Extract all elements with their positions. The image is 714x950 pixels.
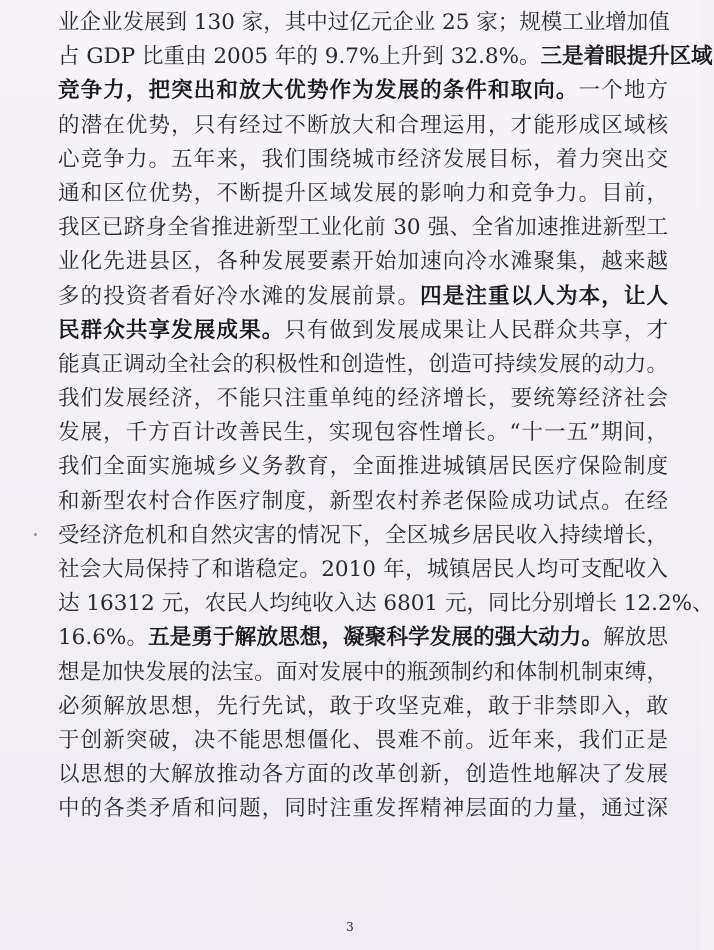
body-text-segment: 我们全面实施城乡义务教育，全面推进城镇居民医疗保险制度 — [58, 454, 668, 480]
text-line — [58, 314, 668, 348]
text-line — [58, 416, 668, 450]
body-text-segment: 以思想的大解放推动各方面的改革创新，创造性地解决了发展 — [58, 762, 668, 788]
text-line — [58, 519, 668, 553]
body-text-segment: 多的投资者看好冷水滩的发展前景。 — [58, 283, 421, 309]
text-line — [58, 143, 668, 177]
body-text-segment: 业企业发展到 130 家，其中过亿元企业 25 家；规模工业增加值 — [58, 10, 670, 35]
bold-heading-text: 民群众共享发展成果。 — [58, 317, 285, 343]
text-line — [58, 656, 668, 690]
body-text-segment: 于创新突破，决不能思想僵化、畏难不前。近年来，我们正是 — [58, 727, 668, 753]
body-text-segment: 社会大局保持了和谐稳定。2010 年，城镇居民人均可支配收入 — [58, 557, 668, 582]
body-text-segment: 和新型农村合作医疗制度，新型农村养老保险成功试点。在经 — [58, 488, 668, 514]
text-line — [58, 348, 668, 382]
text-line — [58, 211, 668, 245]
text-line — [58, 245, 668, 279]
body-text-segment: 发展，千方百计改善民生，实现包容性增长。“十一五”期间， — [58, 420, 668, 446]
body-text-segment: 占 GDP 比重由 2005 年的 9.7%上升到 32.8%。 — [58, 44, 541, 70]
text-line — [58, 553, 668, 587]
bold-heading-text: 五是勇于解放思想，凝聚科学发展的强大动力。 — [148, 625, 604, 651]
body-text-segment: 解放思 — [603, 625, 668, 651]
bold-heading-text: 四是注重以人为本，让人 — [420, 283, 668, 309]
body-text — [58, 6, 714, 827]
bold-heading-text: 竞争力，把突出和放大优势作为发展的条件和取向。 — [58, 78, 579, 104]
text-line — [58, 177, 668, 211]
body-text-segment: 中的各类矛盾和问题，同时注重发挥精神层面的力量，通过深 — [58, 796, 668, 822]
text-line — [58, 280, 668, 314]
body-text-segment: 的潜在优势，只有经过不断放大和合理运用，才能形成区域核 — [58, 112, 668, 138]
body-text-segment: 必须解放思想，先行先试，敢于攻坚克难，敢于非禁即入，敢 — [58, 693, 668, 719]
body-text-segment: 达 16312 元，农民人均纯收入达 6801 元，同比分别增长 12.2%、 — [58, 591, 714, 617]
body-text-segment: 能真正调动全社会的积极性和创造性，创造可持续发展的动力。 — [58, 351, 668, 377]
bold-heading-text: 三是着眼提升区域 — [540, 44, 713, 70]
text-line — [58, 450, 668, 484]
text-line — [58, 724, 668, 758]
body-text-segment: 业化先进县区，各种发展要素开始加速向冷水滩聚集，越来越 — [58, 249, 668, 275]
body-text-segment: 只有做到发展成果让人民群众共享，才 — [284, 317, 668, 343]
text-line — [58, 690, 668, 724]
body-text-segment: 想是加快发展的法宝。面对发展中的瓶颈制约和体制机制束缚， — [58, 659, 668, 685]
text-line — [58, 792, 668, 826]
page-number: 3 — [346, 920, 354, 934]
text-line — [58, 382, 668, 416]
text-line — [58, 6, 668, 40]
body-text-segment: 一个地方 — [578, 78, 668, 104]
body-text-segment: 受经济危机和自然灾害的情况下，全区城乡居民收入持续增长， — [58, 522, 668, 548]
text-line — [58, 485, 668, 519]
body-text-segment: 我们发展经济，不能只注重单纯的经济增长，要统筹经济社会 — [58, 386, 668, 412]
text-line — [58, 109, 668, 143]
text-line — [58, 40, 713, 74]
text-line — [58, 621, 668, 655]
body-text-segment: 通和区位优势，不断提升区域发展的影响力和竞争力。目前， — [58, 180, 668, 206]
body-text-segment: 我区已跻身全省推进新型工业化前 30 强、全省加速推进新型工 — [58, 215, 668, 241]
text-line — [58, 74, 668, 108]
text-line — [58, 758, 668, 792]
body-text-segment: 心竞争力。五年来，我们围绕城市经济发展目标，着力突出交 — [58, 146, 668, 172]
text-line — [58, 587, 714, 621]
scan-speck — [34, 533, 37, 536]
body-text-segment: 16.6%。 — [58, 625, 149, 651]
